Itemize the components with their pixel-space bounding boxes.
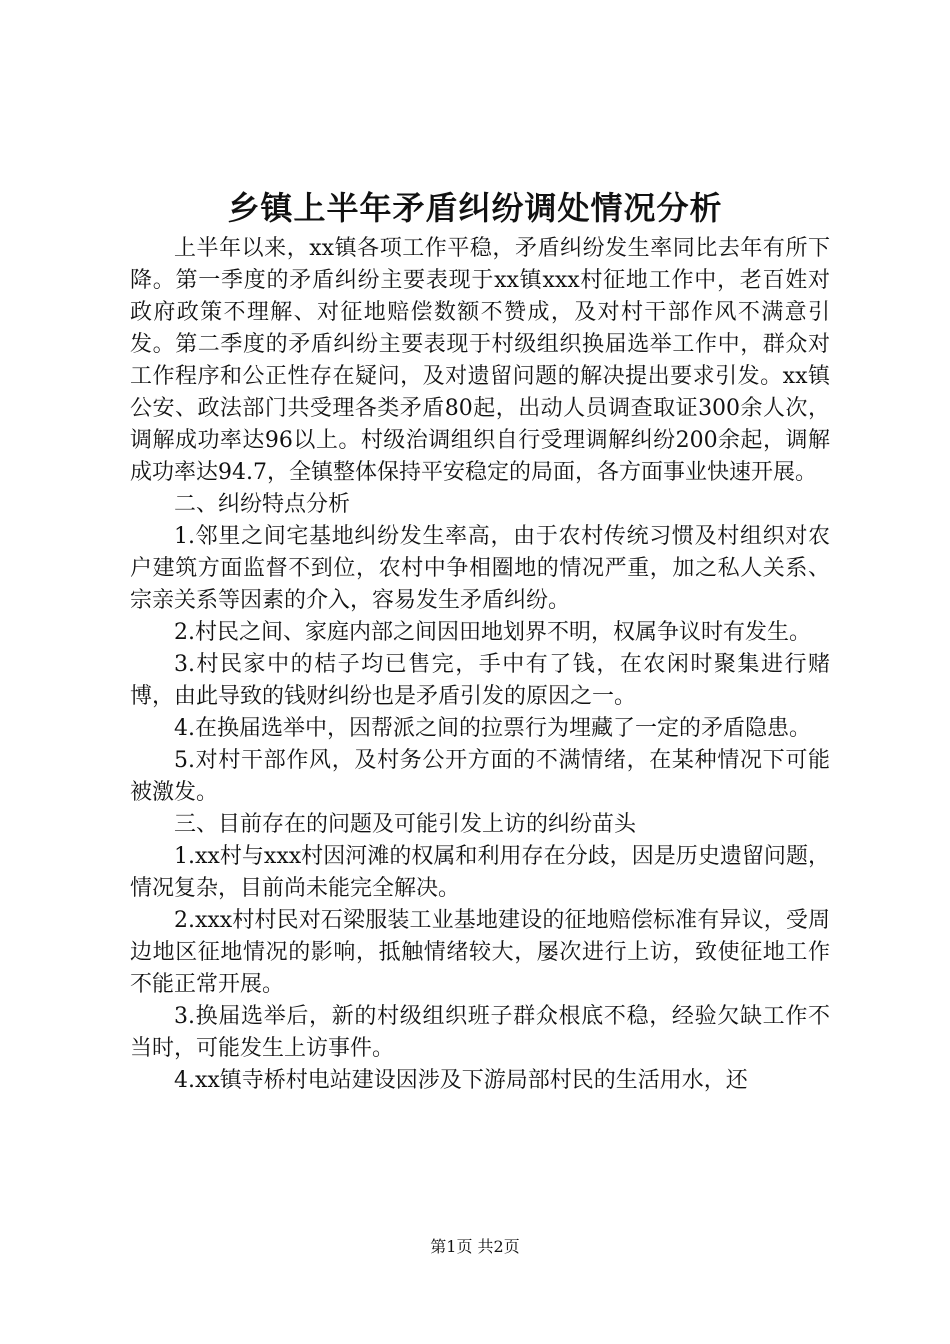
list-item: 3.换届选举后，新的村级组织班子群众根底不稳，经验欠缺工作不当时，可能发生上访事件。 [130,1004,830,1061]
list-item: 3.村民家中的桔子均已售完，手中有了钱，在农闲时聚集进行赌博，由此导致的钱财纠纷也是矛盾引发的原因之一。 [130,652,830,709]
list-item: 2.村民之间、家庭内部之间因田地划界不明，权属争议时有发生。 [174,620,811,645]
list-item: 4.在换届选举中，因帮派之间的拉票行为埋藏了一定的矛盾隐患。 [174,716,811,741]
list-item: 5.对村干部作风，及村务公开方面的不满情绪，在某种情况下可能被激发。 [130,748,830,805]
page-footer: 第1页 共2页 [430,1237,520,1256]
list-item: 1.xx村与xxx村因河滩的权属和利用存在分歧，因是历史遗留问题，情况复杂，目前尚未能完全解决。 [130,844,830,901]
section-heading-current-problems: 三、目前存在的问题及可能引发上访的纠纷苗头 [174,812,637,837]
intro-paragraph: 上半年以来，xx镇各项工作平稳，矛盾纠纷发生率同比去年有所下降。第一季度的矛盾纠纷主要表现于xx镇xxx村征地工作中，老百姓对政府政策不理解、对征地赔偿数额不赞成，及对村干部作风不满意引发。第二季度的矛盾纠纷主要表现于村级组织换届选举工作中，群众对工作程序和公正性存在疑问，及对遗留问题的解决提出要求引发。xx镇公安、政法部门共受理各类矛盾80起，出动人员调查取证300余人次，调解成功率达96以上。村级治调组织自行受理调解纠纷200余起，调解成功率达94.7，全镇整体保持平安稳定的局面，各方面事业快速开展。 [130,236,830,485]
list-item: 1.邻里之间宅基地纠纷发生率高，由于农村传统习惯及村组织对农户建筑方面监督不到位，农村中争相圈地的情况严重，加之私人关系、宗亲关系等因素的介入，容易发生矛盾纠纷。 [130,524,830,613]
document-body [130,233,830,1097]
document-title: 乡镇上半年矛盾纠纷调处情况分析 [227,189,723,227]
list-item: 4.xx镇寺桥村电站建设因涉及下游局部村民的生活用水，还 [174,1068,748,1093]
section-heading-dispute-characteristics: 二、纠纷特点分析 [174,492,351,517]
list-item: 2.xxx村村民对石梁服装工业基地建设的征地赔偿标准有异议，受周边地区征地情况的影响，抵触情绪较大，屡次进行上访，致使征地工作不能正常开展。 [130,908,830,997]
